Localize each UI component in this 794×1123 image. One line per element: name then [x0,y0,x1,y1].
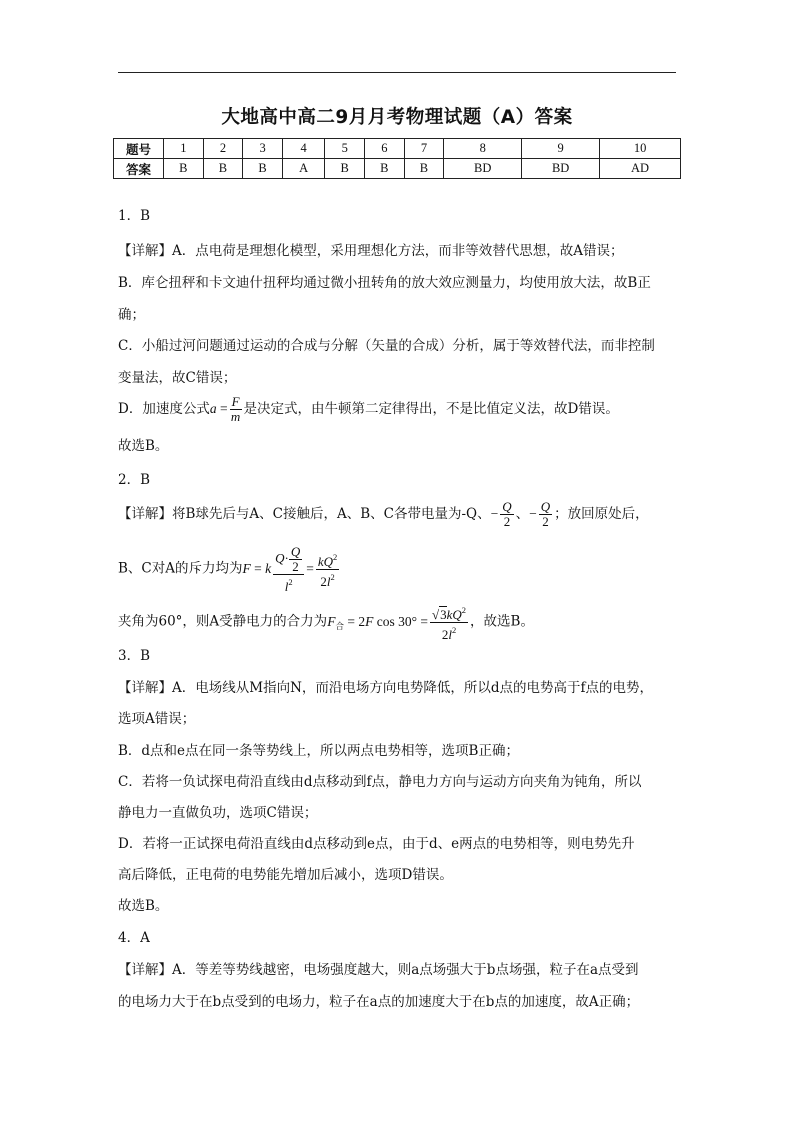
q3-line-7: 高后降低，正电荷的电势能先增加后减小，选项D错误。 [118,867,453,883]
table-cell: B [243,159,283,179]
q1-line-1: 【详解】A．点电荷是理想化模型，采用理想化方法，而非等效替代思想，故A错误； [118,243,624,259]
q1-line-5: 变量法，故C错误； [118,370,237,386]
q2-line-1 [118,498,649,530]
q3-line-2: 选项A错误； [118,711,196,727]
q1-line-7: 故选B。 [118,438,169,454]
q4-line-2: 的电场力大于在b点受到的电场力，粒子在a点的加速度大于在b点的加速度，故A正确； [118,994,640,1010]
q4-line-1: 【详解】A．等差等势线越密，电场强度越大，则a点场强大于b点场强，粒子在a点受到 [118,962,639,978]
table-cell: 3 [243,139,283,159]
q1-line-6 [118,394,619,424]
q2-line-1-post: ；放回原处后， [554,506,649,522]
q3-line-8: 故选B。 [118,898,169,914]
table-cell: BD [444,159,522,179]
q3-line-4: C．若将一负试探电荷沿直线由d点移动到f点，静电力方向与运动方向夹角为钝角，所以 [118,774,642,790]
q4-heading: 4．A [118,930,150,946]
table-cell: B [203,159,243,179]
accel-formula: a = $\frac{F}{m}$ [209,394,241,425]
row-header-number: 题号 [114,139,164,159]
answer-row [114,159,681,179]
q1-line-2: B．库仑扭秤和卡文迪什扭秤均通过微小扭转角的放大效应测量力，均使用放大法，故B正 [118,275,651,291]
table-cell: 7 [404,139,444,159]
table-cell: 10 [600,139,681,159]
table-cell: B [164,159,204,179]
q2-heading: 2．B [118,472,151,488]
table-cell: B [325,159,365,179]
table-cell: AD [600,159,681,179]
q2-line-2 [118,545,341,594]
q2-line-3-pre: 夹角为60°，则A受静电力的合力为 [118,613,328,630]
table-cell: A [282,159,325,179]
table-cell: B [404,159,444,179]
table-cell: 8 [444,139,522,159]
q1-line-6-pre: D．加速度公式 [118,401,210,417]
q1-heading: 1．B [118,208,151,224]
q1-line-3: 确； [118,307,145,323]
table-cell: 9 [522,139,600,159]
q2-line-1-pre: 【详解】将B球先后与A、C接触后，A、B、C各带电量为-Q、 [118,506,491,522]
page-title: 大地高中高二9月月考物理试题（A）答案 [221,107,573,128]
table-cell: 1 [164,139,204,159]
table-cell: B [365,159,405,179]
table-cell: BD [522,159,600,179]
coulomb-force-formula: F = k Q· $\frac{Q}{2}$ $l^2$ = $\frac{kQ^2}{2l^2}$ [242,544,338,594]
charge-fractions: − $\frac{Q}{2}$ 、− $\frac{Q}{2}$ [490,499,551,530]
q2-line-2-pre: B、C对A的斥力均为 [118,560,243,577]
q3-line-5: 静电力一直做负功，选项C错误； [118,805,318,821]
table-cell: 4 [282,139,325,159]
q3-heading: 3．B [118,648,151,664]
q1-line-6-post: 是决定式，由牛顿第二定律得出，不是比值定义法，故D错误。 [243,401,619,417]
table-cell: 2 [203,139,243,159]
table-cell: 5 [325,139,365,159]
q3-line-1: 【详解】A．电场线从M指向N，而沿电场方向电势降低，所以d点的电势高于f点的电势， [118,680,654,696]
q2-line-3 [118,603,534,643]
resultant-force-formula: $F_合 = 2F$ cos 30° = $\frac{√3kQ^2}{2l^2}$ [327,605,467,642]
header-rule [118,72,676,73]
q3-line-6: D．若将一正试探电荷沿直线由d点移动到e点，由于d、e两点的电势相等，则电势先升 [118,836,635,852]
row-header-answer: 答案 [114,159,164,179]
question-number-row [114,139,681,159]
answer-table [113,138,681,179]
q3-line-3: B．d点和e点在同一条等势线上，所以两点电势相等，选项B正确； [118,743,519,759]
q1-line-4: C．小船过河问题通过运动的合成与分解（矢量的合成）分析，属于等效替代法，而非控制 [118,338,655,354]
table-cell: 6 [365,139,405,159]
q2-line-3-post: ，故选B。 [470,613,534,630]
